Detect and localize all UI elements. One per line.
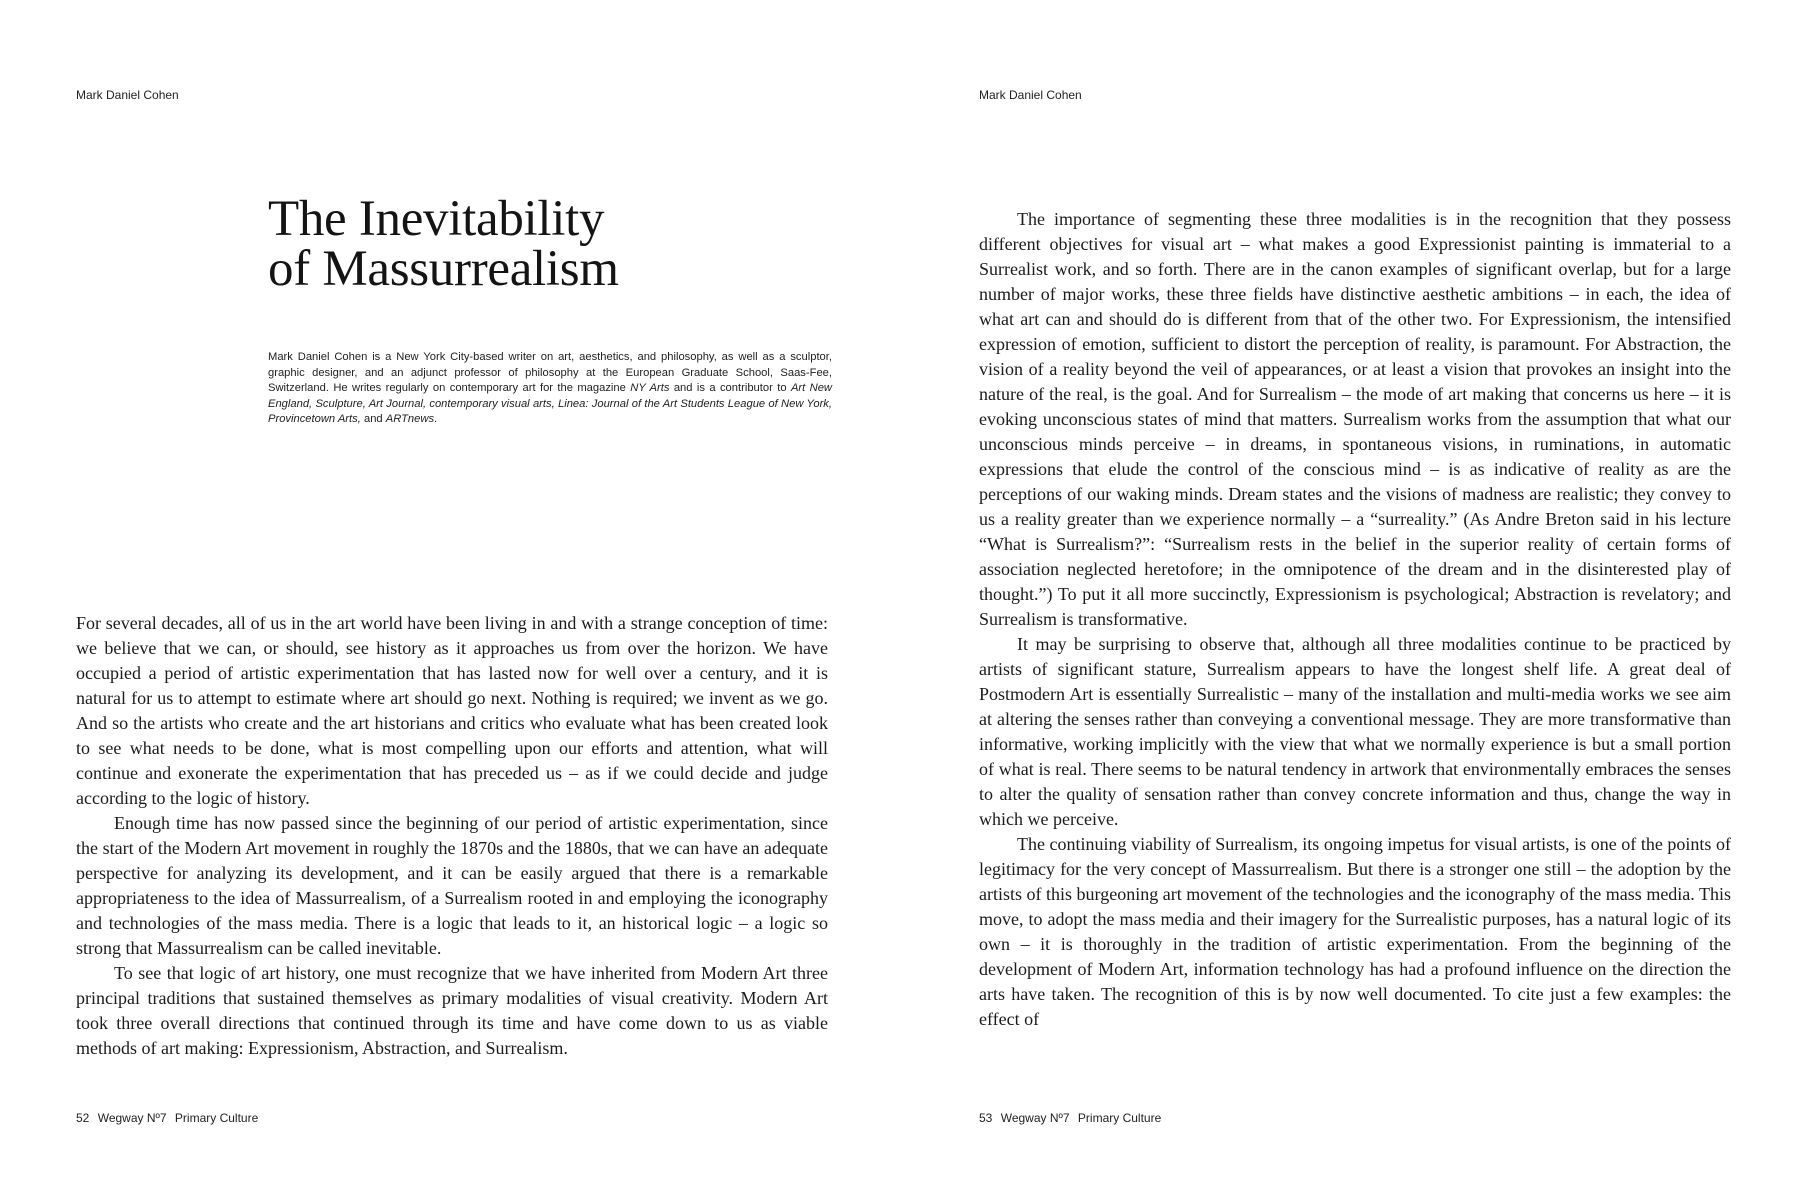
paragraph: The importance of segmenting these three modalities is in the recognition that they possess different objectives for visual art – what makes a good Expressionist painting is immaterial to a Surrealist work, and so forth. There are in the canon examples of significant overlap, but for a large number of major works, these three fields have distinctive aesthetic ambitions – in each, the idea of what art can and should do is different from that of the other two. For Expressionism, the intensified expression of emotion, sufficient to distort the perception of reality, is paramount. For Abstraction, the vision of a reality beyond the veil of appearances, or at least a vision that provokes an insight into the nature of the real, is the goal. And for Surrealism – the mode of art making that concerns us here – it is evoking unconscious states of mind that matters. Surrealism works from the assumption that what our unconscious minds perceive – in dreams, in spontaneous visions, in ruminations, in automatic expressions that elude the control of the conscious mind – is as indicative of reality as are the perceptions of our waking minds. Dream states and the visions of madness are realistic; they convey to us a reality greater than we experience normally – a “surreality.” (As Andre Breton said in his lecture “What is Surrealism?”: “Surrealism rests in the belief in the superior reality of certain forms of association neglected heretofore; in the omnipotence of the dream and in the disinterested play of thought.”) To put it all more succinctly, Expressionism is psychological; Abstraction is revelatory; and Surrealism is transformative. [979,209,1731,629]
right-page [900,0,1800,1200]
paragraph: Enough time has now passed since the beginning of our period of artistic experimentation, since the start of the Modern Art movement in roughly the 1870s and the 1880s, that we can have an adequate perspective for analyzing its development, and it can be easily argued that there is a remarkable appropriateness to the idea of Massurrealism, of a Surrealism rooted in and employing the iconography and technologies of the mass media. There is a logic that leads to it, an historical logic – a logic so strong that Massurrealism can be called inevitable. [76,813,828,958]
section-name: Primary Culture [174,1111,259,1125]
bio-text: and [360,413,386,425]
bio-italic: Art New England, Sculpture, Art Journal, contemporary visual arts, Linea: Journal of the Art Students League of New York, Provincetown Arts, [268,382,833,425]
bio-text: Mark Daniel Cohen is a New York City-based writer on art, aesthetics, and philosophy, as well as a sculptor, graphic designer, and an adjunct professor of philosophy at the European Graduate School, Saas-Fee, Switzerland. He writes regularly on contemporary art for the magazine [268,351,832,394]
title-line: The Inevitability [268,191,605,247]
paragraph: To see that logic of art history, one must recognize that we have inherited from Modern Art three principal traditions that sustained themselves as primary modalities of visual creativity. Modern Art took three overall directions that continued through its time and have come down to us as viable methods of art making: Expressionism, Abstraction, and Surrealism. [76,963,828,1058]
author-bio [268,350,832,428]
page-number: 52 [76,1111,90,1125]
paragraph: The continuing viability of Surrealism, its ongoing impetus for visual artists, is one of the points of legitimacy for the very concept of Massurrealism. But there is a stronger one still – the adoption by the artists of this burgeoning art movement of the technologies and the iconography of the mass media. This move, to adopt the mass media and their imagery for the Surrealistic purposes, has a natural logic of its own – it is thoroughly in the tradition of artistic experimentation. From the beginning of the development of Modern Art, information technology has had a profound influence on the direction the arts have taken. The recognition of this is by now well documented. To cite just a few examples: the effect of [979,834,1731,1029]
article-title [268,191,619,297]
page-number: 53 [979,1111,993,1125]
body-text [76,611,828,1061]
paragraph: For several decades, all of us in the art world have been living in and with a strange conception of time: we believe that we can, or should, see history as it approaches us from over the horizon. We have occupied a period of artistic experimentation that has lasted now for well over a century, and it is natural for us to attempt to estimate where art should go next. Nothing is required; we invent as we go. And so the artists who create and the art historians and critics who evaluate what has been created look to see what needs to be done, what is most compelling upon our efforts and attention, what will continue and exonerate the experimentation that has preceded us – as if we could decide and judge according to the logic of history. [76,613,828,808]
bio-text: . [434,413,438,425]
running-head: Mark Daniel Cohen [979,88,1082,102]
page-footer [979,1111,1166,1125]
bio-text: and is a contributor to [669,382,791,394]
page-footer [76,1111,263,1125]
journal-name: Wegway Nº7 [1000,1111,1070,1125]
title-line: of Massurrealism [268,241,619,297]
journal-name: Wegway Nº7 [97,1111,167,1125]
running-head: Mark Daniel Cohen [76,88,179,102]
body-text [979,207,1731,1032]
bio-italic: NY Arts [630,382,670,394]
bio-italic: ARTnews [385,413,435,425]
section-name: Primary Culture [1077,1111,1162,1125]
paragraph: It may be surprising to observe that, although all three modalities continue to be practiced by artists of significant stature, Surrealism appears to have the longest shelf life. A great deal of Postmodern Art is essentially Surrealistic – many of the installation and multi-media works we see aim at altering the senses rather than conveying a conventional message. They are more transformative than informative, working implicitly with the view that what we normally experience is but a small portion of what is real. There seems to be natural tendency in artwork that environmentally embraces the senses to alter the quality of sensation rather than convey concrete information and thus, change the way in which we perceive. [979,634,1731,829]
